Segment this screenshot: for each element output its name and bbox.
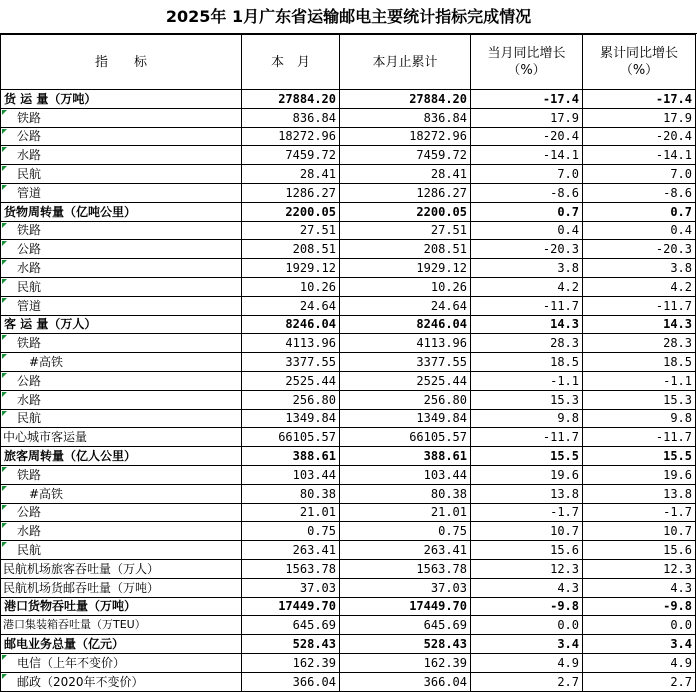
value-cumulative-growth: 7.0	[583, 165, 696, 184]
value-cumulative-growth: -20.4	[583, 127, 696, 146]
table-row	[1, 108, 696, 127]
header-this-month: 本 月	[242, 35, 340, 90]
row-label: 邮电业务总量（亿元）	[1, 635, 242, 654]
value-monthly-growth: -1.1	[471, 371, 583, 390]
value-cumulative-growth: -1.7	[583, 503, 696, 522]
value-monthly-growth: 0.4	[471, 221, 583, 240]
table-row	[1, 127, 696, 146]
value-monthly-growth: 7.0	[471, 165, 583, 184]
value-monthly-growth: -9.8	[471, 597, 583, 616]
row-label: 货 运 量（万吨）	[1, 90, 242, 109]
row-label: 民航	[1, 277, 242, 296]
value-cumulative: 28.41	[340, 165, 471, 184]
row-label: 公路	[1, 127, 242, 146]
value-monthly-growth: 0.0	[471, 616, 583, 635]
value-cumulative-growth: 9.8	[583, 409, 696, 428]
value-cumulative-growth: 0.4	[583, 221, 696, 240]
row-label: #高铁	[1, 353, 242, 372]
value-this-month: 8246.04	[242, 315, 340, 334]
row-label: 货物周转量（亿吨公里）	[1, 202, 242, 221]
value-cumulative: 366.04	[340, 672, 471, 691]
table-row	[1, 559, 696, 578]
value-cumulative: 528.43	[340, 635, 471, 654]
table-row	[1, 202, 696, 221]
value-cumulative-growth: 12.3	[583, 559, 696, 578]
value-cumulative: 8246.04	[340, 315, 471, 334]
value-monthly-growth: 14.3	[471, 315, 583, 334]
value-cumulative: 27.51	[340, 221, 471, 240]
row-label: 水路	[1, 146, 242, 165]
value-cumulative-growth: 13.8	[583, 484, 696, 503]
value-this-month: 66105.57	[242, 428, 340, 447]
value-this-month: 366.04	[242, 672, 340, 691]
row-label: 公路	[1, 371, 242, 390]
value-monthly-growth: 17.9	[471, 108, 583, 127]
value-this-month: 1349.84	[242, 409, 340, 428]
value-cumulative-growth: -14.1	[583, 146, 696, 165]
row-label: 水路	[1, 522, 242, 541]
value-cumulative-growth: -11.7	[583, 296, 696, 315]
table-row	[1, 409, 696, 428]
value-cumulative: 0.75	[340, 522, 471, 541]
value-cumulative: 256.80	[340, 390, 471, 409]
value-cumulative-growth: -9.8	[583, 597, 696, 616]
value-monthly-growth: -20.3	[471, 240, 583, 259]
row-label: 铁路	[1, 465, 242, 484]
table-row	[1, 635, 696, 654]
value-monthly-growth: 3.4	[471, 635, 583, 654]
value-this-month: 1929.12	[242, 259, 340, 278]
value-cumulative-growth: 28.3	[583, 334, 696, 353]
table-row	[1, 90, 696, 109]
value-cumulative: 103.44	[340, 465, 471, 484]
value-monthly-growth: 3.8	[471, 259, 583, 278]
value-this-month: 0.75	[242, 522, 340, 541]
value-this-month: 80.38	[242, 484, 340, 503]
value-this-month: 1286.27	[242, 183, 340, 202]
table-row	[1, 183, 696, 202]
header-cumulative-growth: 累计同比增长 （%）	[583, 35, 696, 90]
value-monthly-growth: 2.7	[471, 672, 583, 691]
table-row	[1, 296, 696, 315]
value-cumulative: 10.26	[340, 277, 471, 296]
row-label: 电信（上年不变价）	[1, 653, 242, 672]
table-row	[1, 146, 696, 165]
value-cumulative: 388.61	[340, 447, 471, 466]
table-row	[1, 484, 696, 503]
value-cumulative: 4113.96	[340, 334, 471, 353]
value-cumulative-growth: 4.3	[583, 578, 696, 597]
value-monthly-growth: 15.5	[471, 447, 583, 466]
table-row	[1, 522, 696, 541]
value-cumulative-growth: -8.6	[583, 183, 696, 202]
value-cumulative: 645.69	[340, 616, 471, 635]
value-monthly-growth: 0.7	[471, 202, 583, 221]
value-this-month: 162.39	[242, 653, 340, 672]
value-cumulative: 1929.12	[340, 259, 471, 278]
row-label: 民航	[1, 541, 242, 560]
value-this-month: 17449.70	[242, 597, 340, 616]
value-cumulative: 208.51	[340, 240, 471, 259]
value-this-month: 208.51	[242, 240, 340, 259]
value-monthly-growth: 10.7	[471, 522, 583, 541]
value-monthly-growth: 15.6	[471, 541, 583, 560]
value-monthly-growth: -17.4	[471, 90, 583, 109]
value-cumulative-growth: 15.5	[583, 447, 696, 466]
header-cumulative: 本月止累计	[340, 35, 471, 90]
value-cumulative: 7459.72	[340, 146, 471, 165]
value-cumulative: 2525.44	[340, 371, 471, 390]
row-label: #高铁	[1, 484, 242, 503]
value-this-month: 24.64	[242, 296, 340, 315]
row-label: 民航	[1, 409, 242, 428]
row-label: 铁路	[1, 221, 242, 240]
value-this-month: 836.84	[242, 108, 340, 127]
table-row	[1, 315, 696, 334]
value-this-month: 528.43	[242, 635, 340, 654]
table-row	[1, 578, 696, 597]
table-row	[1, 503, 696, 522]
value-cumulative: 162.39	[340, 653, 471, 672]
value-this-month: 37.03	[242, 578, 340, 597]
table-row	[1, 447, 696, 466]
value-this-month: 10.26	[242, 277, 340, 296]
value-this-month: 103.44	[242, 465, 340, 484]
header-row	[1, 35, 696, 90]
row-label: 民航机场旅客吞吐量（万人）	[1, 559, 242, 578]
value-cumulative: 3377.55	[340, 353, 471, 372]
value-cumulative-growth: 18.5	[583, 353, 696, 372]
value-this-month: 4113.96	[242, 334, 340, 353]
table-row	[1, 428, 696, 447]
value-monthly-growth: 15.3	[471, 390, 583, 409]
value-this-month: 28.41	[242, 165, 340, 184]
value-cumulative: 263.41	[340, 541, 471, 560]
value-monthly-growth: 19.6	[471, 465, 583, 484]
value-monthly-growth: 28.3	[471, 334, 583, 353]
value-cumulative: 18272.96	[340, 127, 471, 146]
value-this-month: 27.51	[242, 221, 340, 240]
value-cumulative: 80.38	[340, 484, 471, 503]
value-monthly-growth: 4.2	[471, 277, 583, 296]
value-this-month: 7459.72	[242, 146, 340, 165]
row-label: 客 运 量（万人）	[1, 315, 242, 334]
value-cumulative-growth: -1.1	[583, 371, 696, 390]
value-monthly-growth: 4.9	[471, 653, 583, 672]
row-label: 民航	[1, 165, 242, 184]
value-cumulative-growth: 4.2	[583, 277, 696, 296]
value-cumulative-growth: 4.9	[583, 653, 696, 672]
value-cumulative-growth: 3.4	[583, 635, 696, 654]
table-row	[1, 353, 696, 372]
table-row	[1, 653, 696, 672]
row-label: 管道	[1, 183, 242, 202]
value-monthly-growth: 9.8	[471, 409, 583, 428]
value-monthly-growth: 18.5	[471, 353, 583, 372]
table-row	[1, 165, 696, 184]
row-label: 管道	[1, 296, 242, 315]
value-this-month: 27884.20	[242, 90, 340, 109]
table-row	[1, 240, 696, 259]
value-cumulative-growth: 10.7	[583, 522, 696, 541]
table-row	[1, 465, 696, 484]
row-label: 铁路	[1, 334, 242, 353]
value-cumulative-growth: -11.7	[583, 428, 696, 447]
row-label: 港口货物吞吐量（万吨）	[1, 597, 242, 616]
row-label: 水路	[1, 259, 242, 278]
value-monthly-growth: -14.1	[471, 146, 583, 165]
value-monthly-growth: -20.4	[471, 127, 583, 146]
value-cumulative-growth: 3.8	[583, 259, 696, 278]
value-this-month: 21.01	[242, 503, 340, 522]
value-cumulative: 17449.70	[340, 597, 471, 616]
value-cumulative: 1349.84	[340, 409, 471, 428]
row-label: 公路	[1, 240, 242, 259]
value-cumulative-growth: -17.4	[583, 90, 696, 109]
value-monthly-growth: -11.7	[471, 296, 583, 315]
row-label: 公路	[1, 503, 242, 522]
value-monthly-growth: -11.7	[471, 428, 583, 447]
value-cumulative: 836.84	[340, 108, 471, 127]
value-cumulative-growth: 17.9	[583, 108, 696, 127]
value-this-month: 18272.96	[242, 127, 340, 146]
header-monthly-growth: 当月同比增长 （%）	[471, 35, 583, 90]
value-this-month: 645.69	[242, 616, 340, 635]
row-label: 旅客周转量（亿人公里）	[1, 447, 242, 466]
value-cumulative: 2200.05	[340, 202, 471, 221]
value-cumulative: 1286.27	[340, 183, 471, 202]
table-row	[1, 259, 696, 278]
row-label: 水路	[1, 390, 242, 409]
value-this-month: 2525.44	[242, 371, 340, 390]
value-cumulative-growth: 2.7	[583, 672, 696, 691]
header-indicator: 指 标	[1, 35, 242, 90]
table-row	[1, 597, 696, 616]
value-cumulative-growth: 15.6	[583, 541, 696, 560]
value-cumulative: 27884.20	[340, 90, 471, 109]
row-label: 民航机场货邮吞吐量（万吨）	[1, 578, 242, 597]
value-cumulative: 21.01	[340, 503, 471, 522]
row-label: 港口集装箱吞吐量（万TEU）	[1, 616, 242, 635]
table-row	[1, 541, 696, 560]
table-row	[1, 672, 696, 691]
value-this-month: 388.61	[242, 447, 340, 466]
value-this-month: 3377.55	[242, 353, 340, 372]
value-this-month: 256.80	[242, 390, 340, 409]
value-cumulative: 24.64	[340, 296, 471, 315]
value-cumulative: 66105.57	[340, 428, 471, 447]
table-title: 2025年 1月广东省运输邮电主要统计指标完成情况	[0, 0, 697, 34]
value-monthly-growth: -8.6	[471, 183, 583, 202]
value-cumulative-growth: -20.3	[583, 240, 696, 259]
value-monthly-growth: 13.8	[471, 484, 583, 503]
value-cumulative-growth: 14.3	[583, 315, 696, 334]
value-cumulative-growth: 19.6	[583, 465, 696, 484]
value-cumulative: 37.03	[340, 578, 471, 597]
value-monthly-growth: 4.3	[471, 578, 583, 597]
value-this-month: 1563.78	[242, 559, 340, 578]
value-this-month: 2200.05	[242, 202, 340, 221]
table-row	[1, 221, 696, 240]
value-this-month: 263.41	[242, 541, 340, 560]
value-cumulative-growth: 15.3	[583, 390, 696, 409]
table-row	[1, 390, 696, 409]
row-label: 邮政（2020年不变价）	[1, 672, 242, 691]
table-row	[1, 371, 696, 390]
value-cumulative-growth: 0.7	[583, 202, 696, 221]
row-label: 中心城市客运量	[1, 428, 242, 447]
table-row	[1, 277, 696, 296]
value-monthly-growth: 12.3	[471, 559, 583, 578]
table-row	[1, 616, 696, 635]
value-cumulative: 1563.78	[340, 559, 471, 578]
table-row	[1, 334, 696, 353]
value-cumulative-growth: 0.0	[583, 616, 696, 635]
statistics-table	[0, 34, 696, 692]
value-monthly-growth: -1.7	[471, 503, 583, 522]
row-label: 铁路	[1, 108, 242, 127]
